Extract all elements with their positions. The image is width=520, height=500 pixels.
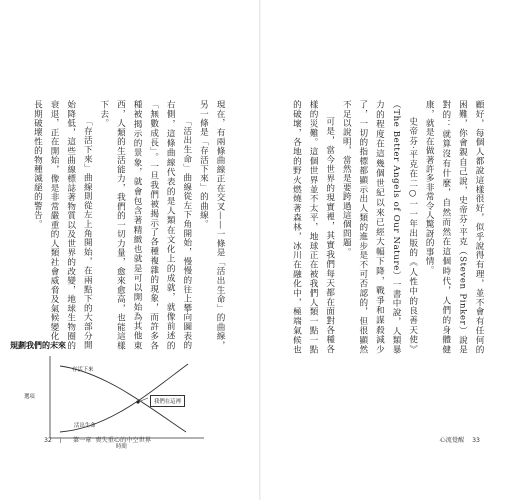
paragraph: 「活出生命」曲線從左下角開始，慢慢的往上攀向圖表的右側，這條曲線代表的是人類在文化上的成就，就像前述的「無數成長」。一旦我們被揭示了各種複雜的現象，而許多各種被揭示的景象，就會包含著精緻也就是可以開始為其他東西，人類的生活能力，我們的一切力量，愈來愈高，也能這樣下去。: [98, 100, 192, 350]
curve-down-label: 活出生命: [74, 423, 96, 429]
intersection-label: 我們在這裡: [150, 395, 185, 407]
left-page-body: [28, 100, 228, 350]
intersection-dot: [136, 400, 139, 403]
paragraph: 可是，當今世界的現實裡，其實我們每天都在面對各種各樣的災難。這個世界並不太平，地球正在被我們人類一點一點的破壞，各地的野火燃燒著森林，冰川在融化中，極端氣候也: [291, 100, 335, 354]
x-axis-label: 時間: [116, 444, 127, 450]
paragraph: 「存活下來」曲線則從左上角開始，在兩點下的大部分開始降低，這些曲線標誌著物質以及世界的改變，地球生物圈的衰退，正在開始，像是非常嚴重的人類社會威脅及氣候變化、長期破壞性的物種滅絕的警告。: [32, 100, 93, 350]
right-page: [260, 0, 520, 500]
page-number: 33: [472, 437, 480, 444]
book-title: 心流覺醒: [439, 437, 465, 444]
y-axis-label: 選項: [24, 394, 35, 400]
chapter-label: 第一章: [72, 437, 92, 444]
paragraph: 現在，有兩條曲線正在交叉——一條是「活出生命」的曲線，另一條是「存活下來」的曲線。: [198, 100, 225, 350]
paragraph: [28, 100, 29, 350]
page-number: 32: [44, 437, 52, 444]
paragraph: 顧好，每個人都說這樣很好，似乎說得有理，並不會有任何的困難，你會親自己說，史帝芬·平克（Steven Pinker）說是對的：就算沒有什麼，自然而然在這個時代，人們的身體健康，就是在做著許多非常令人驚訝的事情。: [424, 100, 484, 354]
chapter-title: 喪失重心的中空世界: [95, 437, 152, 444]
left-folio: [44, 435, 151, 444]
curve-up-label: 存活下來: [72, 367, 94, 373]
paragraph: 史帝芬·平克在二○一一年出版的《人性中的良善天使》（The Better Angels of Our Nature）一書中說，人類暴力的程度在這幾個世紀以來已經大幅下降，戰爭和謀殺減少了，一切的指標都顯示出人類的進步是不可否認的，但很顯然不足以說明，當然是要跨過這個問題。: [341, 100, 418, 354]
right-page-body: [287, 100, 487, 354]
right-folio: [440, 435, 481, 444]
figure-title: 規劃我們的未來: [10, 341, 66, 350]
